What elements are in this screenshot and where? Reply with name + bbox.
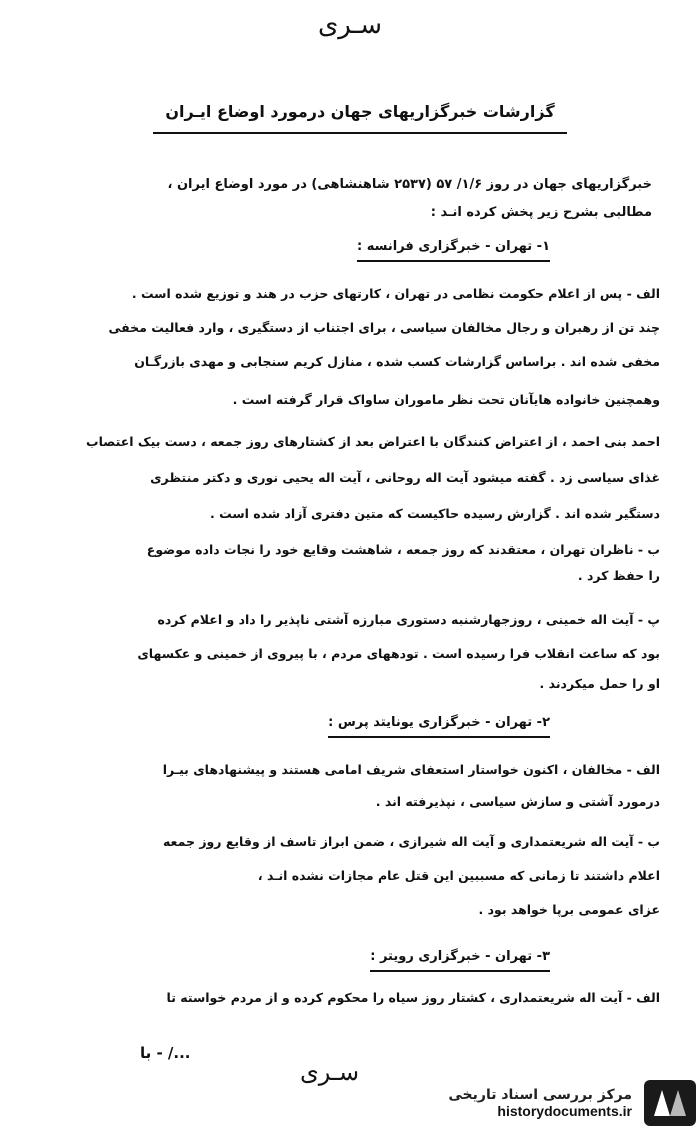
s1-line-5: احمد بنی احمد ، از اعتراض کنندگان با اعتراض بعد از کشتارهای روز جمعه ، دست بیک اعتصاب (86, 434, 660, 449)
s1-line-12: او را حمل میکردند . (539, 676, 660, 691)
s1-line-9: را حفظ کرد . (577, 568, 660, 583)
intro-line-2: مطالبی بشرح زیر پخش کرده انـد : (430, 205, 652, 220)
s2-line-4: اعلام داشتند تا زمانی که مسببین این قتل عام مجازات نشده انـد ، (257, 868, 660, 883)
section-2-heading: ۲- تهران - خبرگزاری یونایتد پرس : (328, 712, 550, 738)
s1-line-6: غذای سیاسی زد . گفته میشود آیت اله روحانی ، آیت اله یحیی نوری و دکتر منتظری (150, 470, 660, 485)
classification-bottom: سـرى (300, 1058, 360, 1086)
watermark-persian-text: مرکز بررسی اسناد تاریخی (448, 1087, 632, 1103)
s1-line-3: مخفی شده اند . براساس گزارشات کسب شده ، منازل کریم سنجابی و مهدی بازرگـان (134, 354, 660, 369)
s3-line-1: الف - آیت اله شریعتمداری ، کشتار روز سیاه را محکوم کرده و از مردم خواسته تا (166, 990, 660, 1005)
s2-line-5: عزای عمومی برپا خواهد بود . (478, 902, 660, 917)
watermark-url: historydocuments.ir (497, 1103, 632, 1119)
page-number: با - /... (140, 1044, 191, 1062)
title-block (120, 100, 600, 134)
archive-watermark (370, 1076, 700, 1130)
s1-line-11: بود که ساعت انقلاب فرا رسیده است . تودههای مردم ، با پیروی از خمینی و عکسهای (137, 646, 660, 661)
archive-logo-icon (640, 1076, 700, 1130)
classification-top: سـرى (317, 10, 383, 40)
intro-line-1: خبرگزاریهای جهان در روز ۱/۶/ ۵۷ (۲۵۳۷ شاهنشاهی) در مورد اوضاع ایران ، (167, 177, 652, 192)
s1-line-7: دستگیر شده اند . گزارش رسیده حاکیست که متین دفتری آزاد شده است . (210, 506, 660, 521)
s1-line-2: چند تن از رهبران و رجال مخالفان سیاسی ، برای اجتناب از دستگیری ، وارد فعالیت مخفی (108, 320, 660, 335)
s1-line-4: وهمچنین خانواده هایآنان تحت نظر ماموران ساواک قرار گرفته است . (232, 392, 660, 407)
document-title: گزارشات خبرگزاریهای جهان درمورد اوضاع ایـران (153, 100, 566, 134)
section-3-heading: ۳- تهران - خبرگزاری رویتر : (370, 946, 550, 972)
s2-line-1: الف - مخالفان ، اکنون خواستار استعفای شریف امامی هستند و پیشنهادهای بیـرا (162, 762, 660, 777)
s2-line-2: درمورد آشتی و سازش سیاسی ، نپذیرفته اند . (375, 794, 660, 809)
s2-line-3: ب - آیت اله شریعتمداری و آیت اله شیرازی ، ضمن ابراز تاسف از وقایع روز جمعه (162, 834, 660, 849)
section-1-heading: ۱- تهران - خبرگزاری فرانسه : (357, 236, 550, 262)
s1-line-1: الف - پس از اعلام حکومت نظامی در تهران ، کارتهای حزب در هند و توزیع شده است . (131, 286, 660, 301)
s1-line-8: ب - ناظران تهران ، معتقدند که روز جمعه ، شاهشت وقایع خود را نجات داده موضوع (146, 542, 660, 557)
s1-line-10: پ - آیت اله خمینی ، روزجهارشنبه دستوری مبارزه آشتی ناپذیر را داد و اعلام کرده (157, 612, 660, 627)
